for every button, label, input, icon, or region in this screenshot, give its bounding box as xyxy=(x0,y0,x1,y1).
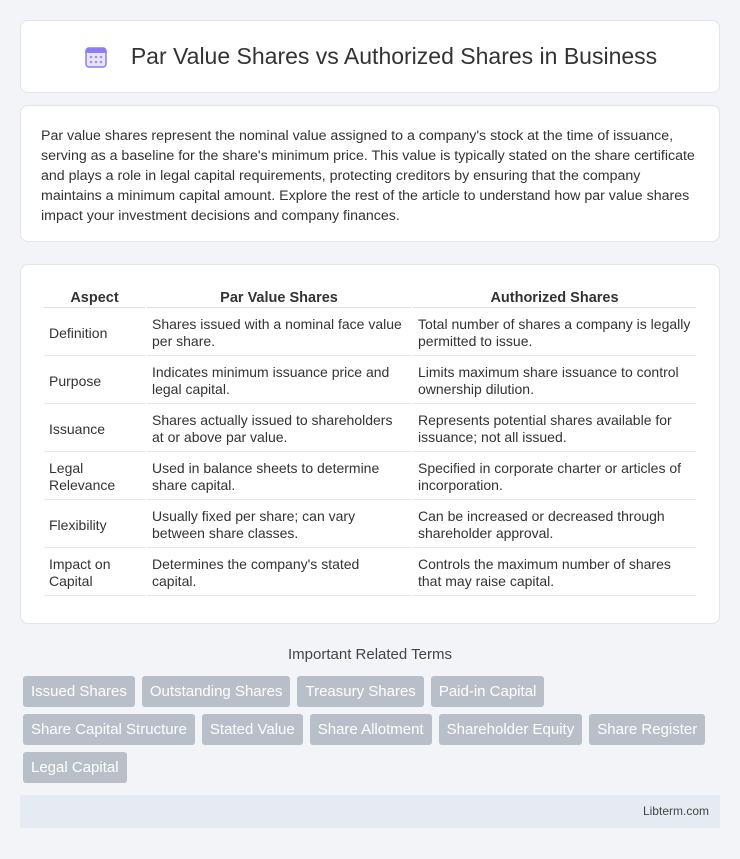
authorized-cell: Controls the maximum number of shares that may raise capital. xyxy=(413,550,696,596)
related-term-tag[interactable]: Stated Value xyxy=(202,714,303,745)
related-terms-list xyxy=(23,676,723,790)
table-row xyxy=(44,502,696,548)
aspect-cell: Flexibility xyxy=(44,502,145,548)
related-term-tag[interactable]: Share Allotment xyxy=(310,714,432,745)
column-header-aspect: Aspect xyxy=(44,287,145,308)
related-term-tag[interactable]: Share Capital Structure xyxy=(23,714,195,745)
related-term-tag[interactable]: Legal Capital xyxy=(23,752,127,783)
aspect-cell: Issuance xyxy=(44,406,145,452)
par-value-cell: Indicates minimum issuance price and legal capital. xyxy=(147,358,411,404)
par-value-cell: Shares issued with a nominal face value per share. xyxy=(147,310,411,356)
comparison-card xyxy=(20,264,720,624)
par-value-cell: Determines the company's stated capital. xyxy=(147,550,411,596)
header-card xyxy=(20,20,720,93)
par-value-cell: Used in balance sheets to determine share capital. xyxy=(147,454,411,500)
related-term-tag[interactable]: Issued Shares xyxy=(23,676,135,707)
related-term-tag[interactable]: Paid-in Capital xyxy=(431,676,545,707)
column-header-authorized: Authorized Shares xyxy=(413,287,696,308)
par-value-cell: Shares actually issued to shareholders at or above par value. xyxy=(147,406,411,452)
aspect-cell: Definition xyxy=(44,310,145,356)
related-term-tag[interactable]: Treasury Shares xyxy=(297,676,423,707)
aspect-cell: Purpose xyxy=(44,358,145,404)
authorized-cell: Limits maximum share issuance to control ownership dilution. xyxy=(413,358,696,404)
aspect-cell: Legal Relevance xyxy=(44,454,145,500)
authorized-cell: Specified in corporate charter or articles of incorporation. xyxy=(413,454,696,500)
related-term-tag[interactable]: Share Register xyxy=(589,714,705,745)
footer-brand-link[interactable]: Libterm.com xyxy=(642,804,709,818)
calendar-icon xyxy=(83,44,109,70)
related-term-tag[interactable]: Outstanding Shares xyxy=(142,676,291,707)
column-header-par-value: Par Value Shares xyxy=(147,287,411,308)
related-term-tag[interactable]: Shareholder Equity xyxy=(439,714,583,745)
aspect-cell: Impact on Capital xyxy=(44,550,145,596)
authorized-cell: Can be increased or decreased through shareholder approval. xyxy=(413,502,696,548)
table-row xyxy=(44,406,696,452)
table-row xyxy=(44,454,696,500)
table-header-row xyxy=(44,287,696,308)
related-terms-title: Important Related Terms xyxy=(288,646,452,663)
page-title: Par Value Shares vs Authorized Shares in Business xyxy=(130,43,658,69)
authorized-cell: Total number of shares a company is legally permitted to issue. xyxy=(413,310,696,356)
comparison-table xyxy=(42,285,698,598)
table-row xyxy=(44,358,696,404)
par-value-cell: Usually fixed per share; can vary between share classes. xyxy=(147,502,411,548)
table-row xyxy=(44,310,696,356)
intro-paragraph: Par value shares represent the nominal value assigned to a company's stock at the time of issuance, serving as a baseline for the share's minimum price. This value is typically stated on the share certificate and plays a role in legal capital requirements, protecting creditors by ensuring that the company maintains a minimum capital amount. Explore the rest of the article to understand how par value shares impact your investment decisions and company finances. xyxy=(41,128,695,224)
footer-bar xyxy=(20,795,720,828)
authorized-cell: Represents potential shares available for issuance; not all issued. xyxy=(413,406,696,452)
intro-card xyxy=(20,105,720,242)
table-row xyxy=(44,550,696,596)
